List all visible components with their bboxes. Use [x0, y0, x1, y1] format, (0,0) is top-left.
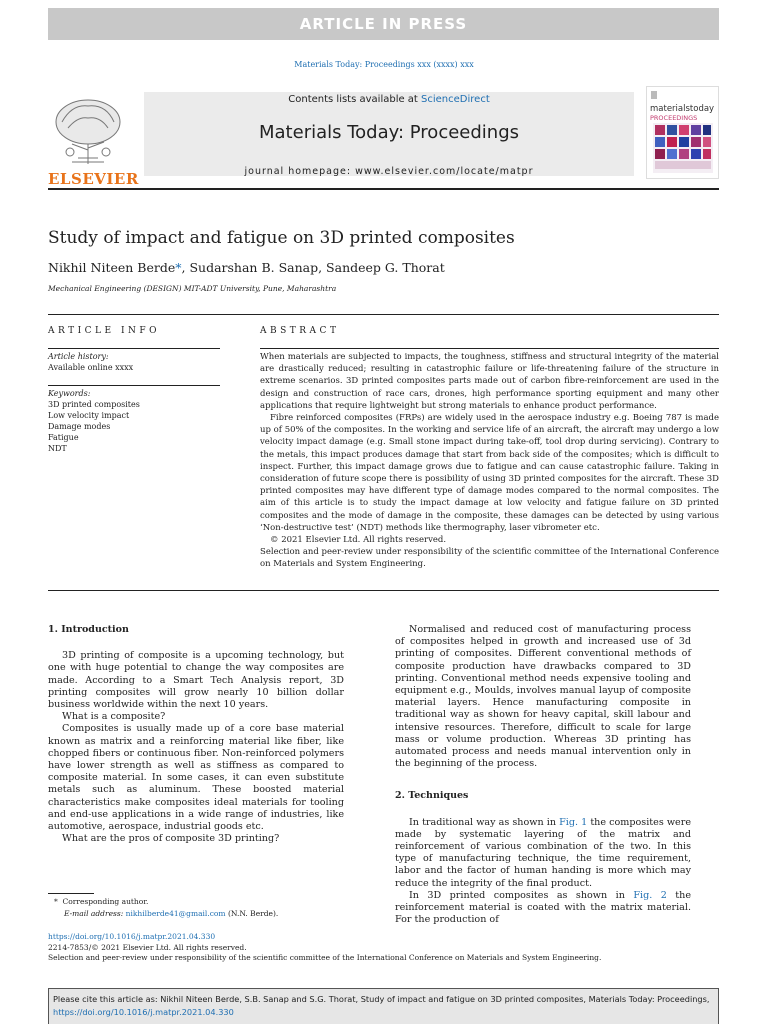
body-column-right	[395, 624, 691, 926]
body-paragraph: 3D printing of composite is a upcoming technology, but one with huge potential to change the way composites are made. According to a Smart Tech Analysis report, 3D printing composites will grow nearly 10 billion dollar business worldwide within the next 10 years.	[48, 650, 344, 711]
article-info-rule	[48, 348, 220, 349]
body-paragraph: What are the pros of composite 3D printing?	[62, 833, 280, 845]
corresponding-author-mark[interactable]: *	[175, 260, 182, 275]
cover-decoration-icon	[647, 87, 718, 178]
footnote	[54, 896, 278, 920]
cite-text: Please cite this article as: Nikhil Niteen Berde, S.B. Sanap and S.G. Thorat, Study of impact and fatigue on 3D printed composites, Materials Today: Proceedings,	[53, 994, 710, 1004]
abstract-rule	[260, 348, 719, 349]
footnote-mark: *	[54, 897, 58, 906]
keywords-label: Keywords:	[48, 389, 91, 398]
cover-title-main: materialstoday	[650, 104, 715, 114]
article-title: Study of impact and fatigue on 3D printed composites	[48, 228, 515, 248]
meta-selection: Selection and peer-review under responsibility of the scientific committee of the International Conference on Materials and System Engineering.	[48, 953, 602, 962]
article-in-press-banner: ARTICLE IN PRESS	[48, 8, 719, 40]
author-others: , Sudarshan B. Sanap, Sandeep G. Thorat	[181, 260, 445, 275]
cover-title	[650, 105, 714, 123]
journal-cover-image[interactable]	[646, 86, 719, 179]
journal-header	[48, 84, 719, 188]
text-run: the composites were made by systematic layering of the matrix and reinforcement of various combination of the two. In this type of manufacturing technique, the time requirement, labor and the factor of human handing is more which may reduce the integrity of the final product.	[395, 816, 691, 889]
author-primary[interactable]: Nikhil Niteen Berde	[48, 260, 176, 275]
abstract-selection: Selection and peer-review under responsibility of the scientific committee of the International Conference on Materials and System Engineering.	[260, 547, 719, 570]
footnote-text: Corresponding author.	[62, 897, 149, 906]
keyword-item: Fatigue	[48, 433, 79, 442]
keyword-item: Damage modes	[48, 422, 111, 431]
figure-2-link[interactable]: Fig. 2	[633, 889, 667, 901]
article-info-heading: ARTICLE INFO	[48, 326, 161, 336]
section-heading-introduction: 1. Introduction	[48, 624, 129, 635]
issn-line: 2214-7853/© 2021 Elsevier Ltd. All rights reserved.	[48, 942, 247, 952]
keyword-item: NDT	[48, 444, 67, 453]
abstract-paragraph: When materials are subjected to impacts, the toughness, stiffness and structural integrity of the material are drastically reduced; resulting in catastrophic failure or life-threatening failure of the structure in extreme scenarios. 3D printed composites parts made out of carbon fibre-reinforcement are used in the design and construction of race cars, drones, high performance sporting equipment and many other applications that require lightweight but strong materials to enhance product performance.	[260, 352, 719, 411]
elsevier-wordmark: ELSEVIER	[48, 170, 139, 188]
history-value: Available online xxxx	[48, 363, 134, 372]
sciencedirect-link[interactable]: ScienceDirect	[421, 94, 490, 105]
abstract-bottom-divider	[48, 590, 719, 591]
abstract-paragraph: Fibre reinforced composites (FRPs) are widely used in the aerospace industry e.g. Boeing 787 is made up of 50% of the composites. In the working and service life of an aircraft, the aircraft may undergo a low velocity impact damage (e.g. Small stone impact during take-off, tool drop during servicing). Contrary to the metals, this impact produces damage that start from back side of the composites; which is difficult to inspect. Further, this impact damage grows due to fatigue and can cause catastrophic failure. Taking in consideration of future scope there is possibility of using 3D printed composites for the aircraft. These 3D printed composites may have different type of damage modes compared to the normal composites. The aim of this article is to study the impact damage at low velocity and fatigue failure on 3D printed composites and the mode of damage in the composite, these damages can be detected by using various ‘Non-destructive test’ (NDT) methods like thermography, laser vibrometer etc.	[260, 413, 719, 533]
footnote-rule	[48, 893, 94, 894]
cite-doi-link[interactable]: https://doi.org/10.1016/j.matpr.2021.04.330	[53, 1007, 234, 1017]
elsevier-logo[interactable]	[48, 92, 139, 188]
email-suffix: (N.N. Berde).	[227, 909, 279, 918]
keyword-item: Low velocity impact	[48, 411, 130, 420]
header-divider	[48, 188, 719, 190]
email-link[interactable]: nikhilberde41@gmail.com	[125, 909, 226, 918]
section-divider	[48, 314, 719, 315]
abstract-body	[260, 351, 719, 571]
journal-title: Materials Today: Proceedings	[259, 122, 519, 143]
keywords-block	[48, 388, 140, 454]
author-list	[48, 260, 445, 275]
corresponding-author-note	[54, 896, 278, 908]
doi-link[interactable]: https://doi.org/10.1016/j.matpr.2021.04.330	[48, 932, 216, 941]
article-meta	[48, 932, 601, 964]
section-heading-techniques: 2. Techniques	[395, 790, 469, 802]
body-paragraph	[395, 817, 691, 890]
text-run: In traditional way as shown in	[409, 816, 560, 828]
cite-this-article-box	[48, 988, 719, 1024]
text-run: the reinforcement material is coated with the matrix material. For the production of	[395, 889, 692, 926]
journal-citation-link[interactable]: Materials Today: Proceedings xxx (xxxx) xxx	[294, 60, 474, 69]
figure-1-link[interactable]: Fig. 1	[559, 816, 588, 828]
abstract-heading: ABSTRACT	[260, 326, 340, 336]
author-affiliation: Mechanical Engineering (DESIGN) MIT-ADT University, Pune, Maharashtra	[48, 284, 337, 293]
journal-info-box	[144, 92, 634, 176]
cover-title-sub: PROCEEDINGS	[650, 114, 698, 122]
contents-line	[144, 94, 634, 105]
journal-homepage[interactable]: journal homepage: www.elsevier.com/locate/matpr	[244, 166, 534, 177]
keyword-item: 3D printed composites	[48, 400, 140, 409]
body-paragraph: Composites is usually made up of a core base material known as matrix and a reinforcing material like fiber, like chopped fibers or continuous fiber. Non-reinforced polymers have lower strength as well as stiffness as compared to composite material. In some cases, it can even substitute metals such as aluminum. These boosted material characteristics make composites ideal materials for tooling and end-use applications in a wide range of industries, like automotive, aerospace, industrial goods etc.	[48, 723, 344, 833]
contents-prefix: Contents lists available at	[288, 94, 422, 105]
email-label: E-mail address:	[64, 909, 124, 918]
email-line	[54, 908, 278, 920]
body-column-left	[48, 624, 344, 845]
text-run: In 3D printed composites as shown in	[409, 889, 634, 901]
article-history	[48, 351, 133, 373]
abstract-copyright: © 2021 Elsevier Ltd. All rights reserved.	[270, 535, 447, 546]
keywords-rule	[48, 385, 220, 386]
body-paragraph: What is a composite?	[62, 711, 166, 723]
elsevier-tree-icon	[48, 92, 128, 168]
body-paragraph	[395, 890, 691, 927]
history-label: Article history:	[48, 352, 109, 361]
body-paragraph: Normalised and reduced cost of manufacturing process of composites helped in growth and increased use of 3d printing of composites. Different conventional methods of composite production have drawbacks compared to 3D printing. Conventional method needs expensive tooling and equipment e.g., Moulds, involves manual layup of composite material layers. Hence manufacturing composite in traditional way as shown for heavy capital, skill labour and intensive resources. Therefore, difficult to scale for large mass or volume production. Whereas 3D printing has automated process and needs manual intervention only in the beginning of the process.	[395, 624, 691, 770]
